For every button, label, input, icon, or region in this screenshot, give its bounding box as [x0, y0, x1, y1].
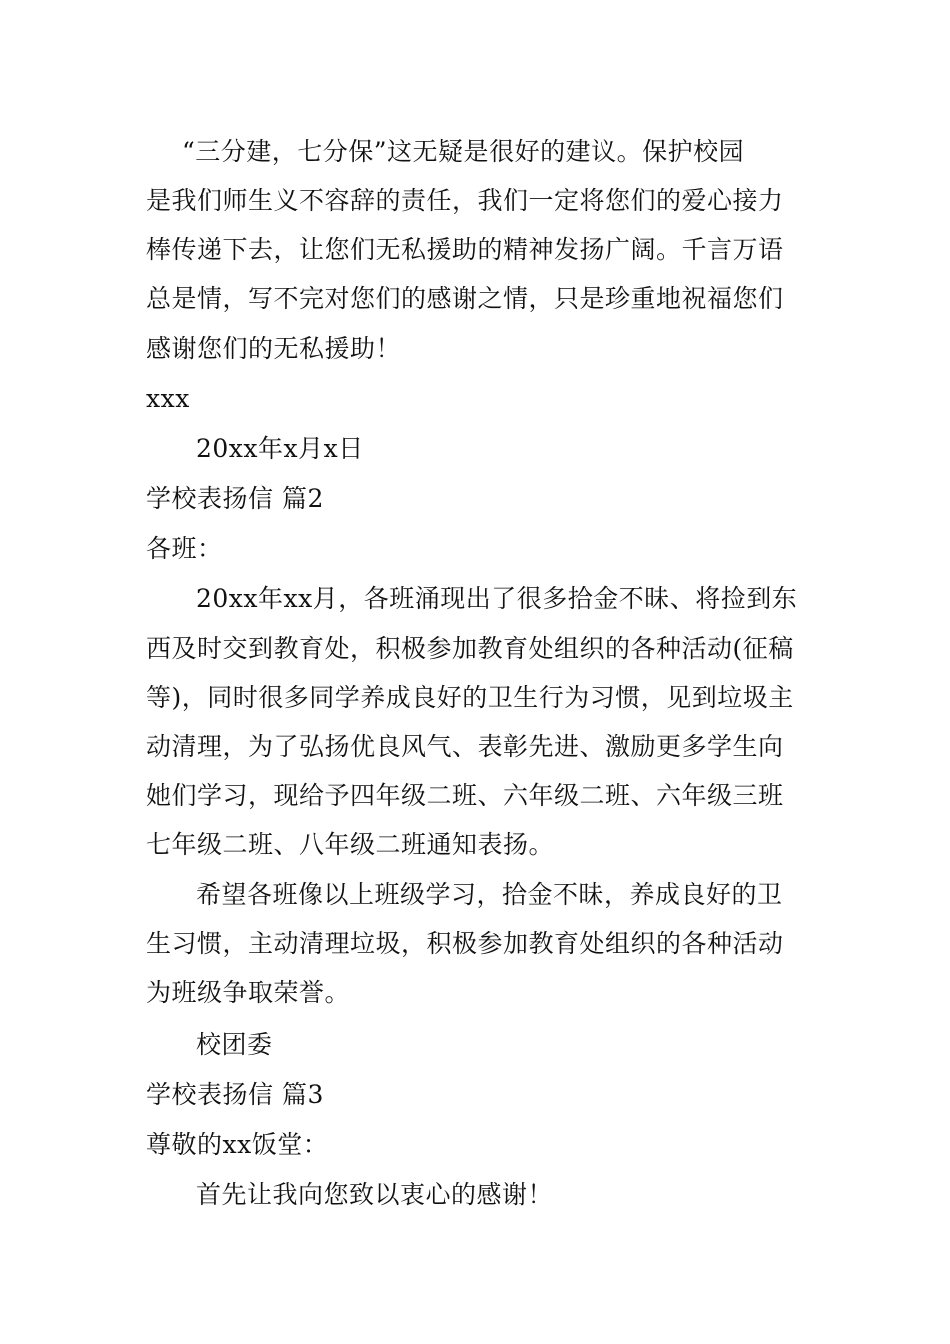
paragraph-line: 首先让我向您致以衷心的感谢！: [196, 1180, 554, 1209]
paragraph-line: 她们学习，现给予四年级二班、六年级二班、六年级三班: [146, 781, 784, 810]
paragraph-line: 是我们师生义不容辞的责任，我们一定将您们的爱心接力: [146, 186, 784, 215]
signature-name: 校团委: [196, 1030, 273, 1059]
signature-date: 20xx年x月x日: [196, 434, 364, 463]
section-heading: 学校表扬信 篇2: [146, 484, 324, 513]
salutation: 尊敬的xx饭堂：: [146, 1130, 329, 1159]
paragraph-line: 动清理，为了弘扬优良风气、表彰先进、激励更多学生向: [146, 732, 784, 761]
paragraph-line: 希望各班像以上班级学习，拾金不昧，养成良好的卫: [196, 880, 783, 909]
paragraph-line: 总是情，写不完对您们的感谢之情，只是珍重地祝福您们: [146, 284, 784, 313]
paragraph-line: 西及时交到教育处，积极参加教育处组织的各种活动(征稿: [146, 634, 794, 663]
salutation: 各班：: [146, 534, 223, 563]
paragraph-line: “三分建，七分保”这无疑是很好的建议。保护校园: [182, 137, 745, 166]
paragraph-line: 为班级争取荣誉。: [146, 978, 351, 1007]
paragraph-line: 七年级二班、八年级二班通知表扬。: [146, 830, 555, 859]
paragraph-line: 生习惯，主动清理垃圾，积极参加教育处组织的各种活动: [146, 929, 784, 958]
section-heading: 学校表扬信 篇3: [146, 1080, 324, 1109]
paragraph-line: 等)，同时很多同学养成良好的卫生行为习惯，见到垃圾主: [146, 683, 794, 712]
paragraph-line: 20xx年xx月，各班涌现出了很多拾金不昧、将捡到东: [196, 584, 798, 613]
paragraph-line: 棒传递下去，让您们无私援助的精神发扬广阔。千言万语: [146, 235, 784, 264]
paragraph-line: 感谢您们的无私援助！: [146, 334, 402, 363]
signature-name: xxx: [146, 384, 190, 413]
